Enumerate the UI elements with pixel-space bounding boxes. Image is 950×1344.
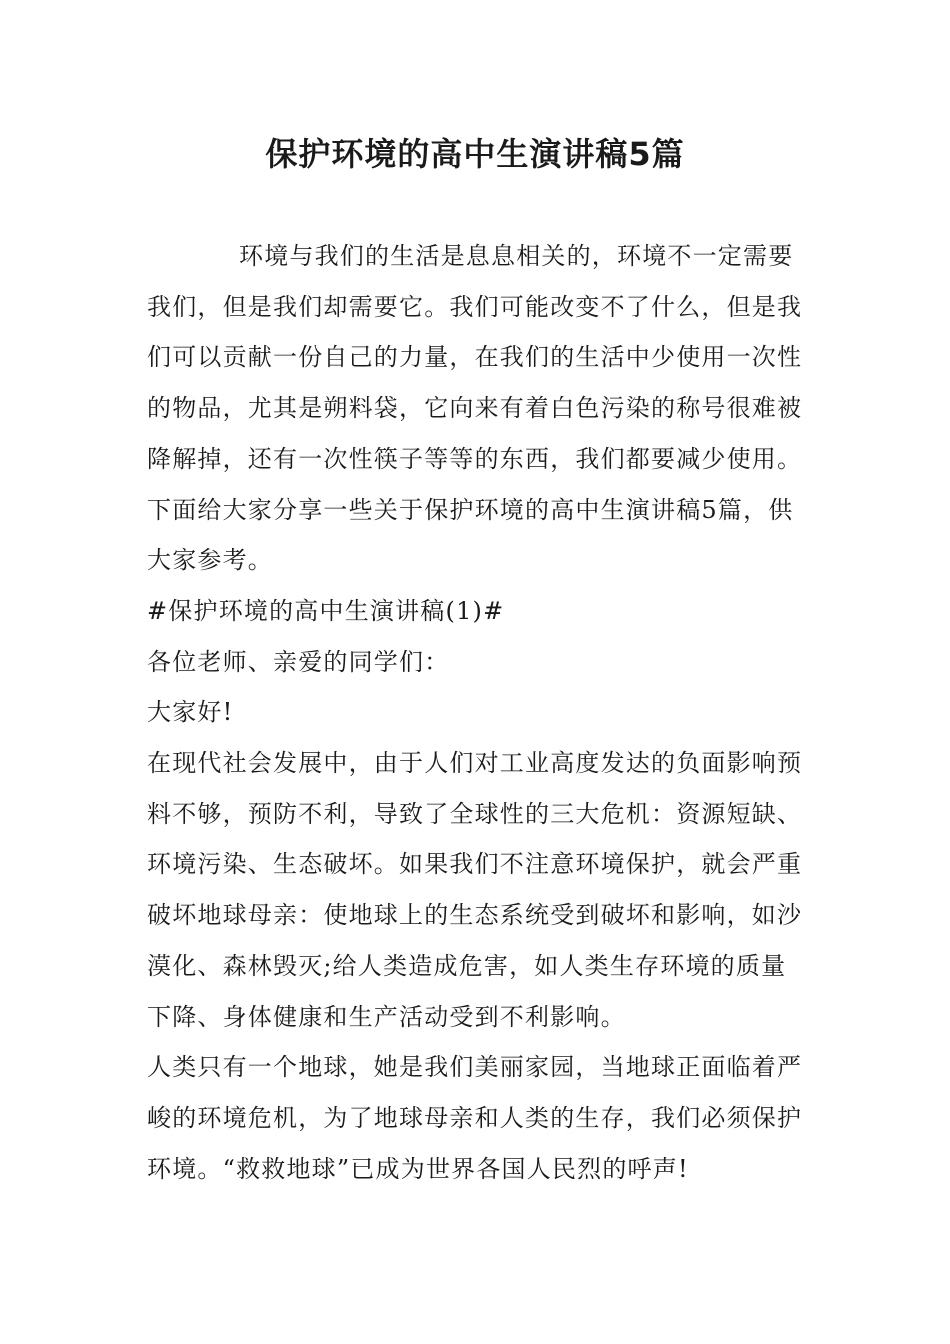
page-title: 保护环境的高中生演讲稿5篇 [265,135,685,173]
body-paragraph: 在现代社会发展中，由于人们对工业高度发达的负面影响预料不够，预防不利，导致了全球性的三大危机：资源短缺、环境污染、生态破坏。如果我们不注意环境保护，就会严重破坏地球母亲：使地球上的生态系统受到破坏和影响，如沙漠化、森林毁灭;给人类造成危害，如人类生存环境的质量下降、身体健康和生产活动受到不利影响。 [147,749,803,1031]
document-body [147,231,807,1194]
salutation: 各位老师、亲爱的同学们： [147,647,450,676]
section-heading: #保护环境的高中生演讲稿(1)# [147,596,505,625]
body-paragraph: 人类只有一个地球，她是我们美丽家园，当地球正面临着严峻的环境危机，为了地球母亲和人类的生存，我们必须保护环境。“救救地球”已成为世界各国人民烈的呼声! [147,1053,803,1183]
intro-paragraph: 环境与我们的生活是息息相关的，环境不一定需要我们，但是我们却需要它。我们可能改变不了什么，但是我们可以贡献一份自己的力量，在我们的生活中少使用一次性的物品，尤其是朔料袋，它向来有着白色污染的称号很难被降解掉，还有一次性筷子等等的东西，我们都要减少使用。下面给大家分享一些关于保护环境的高中生演讲稿5篇，供大家参考。 [147,242,803,575]
greeting: 大家好! [147,698,234,727]
